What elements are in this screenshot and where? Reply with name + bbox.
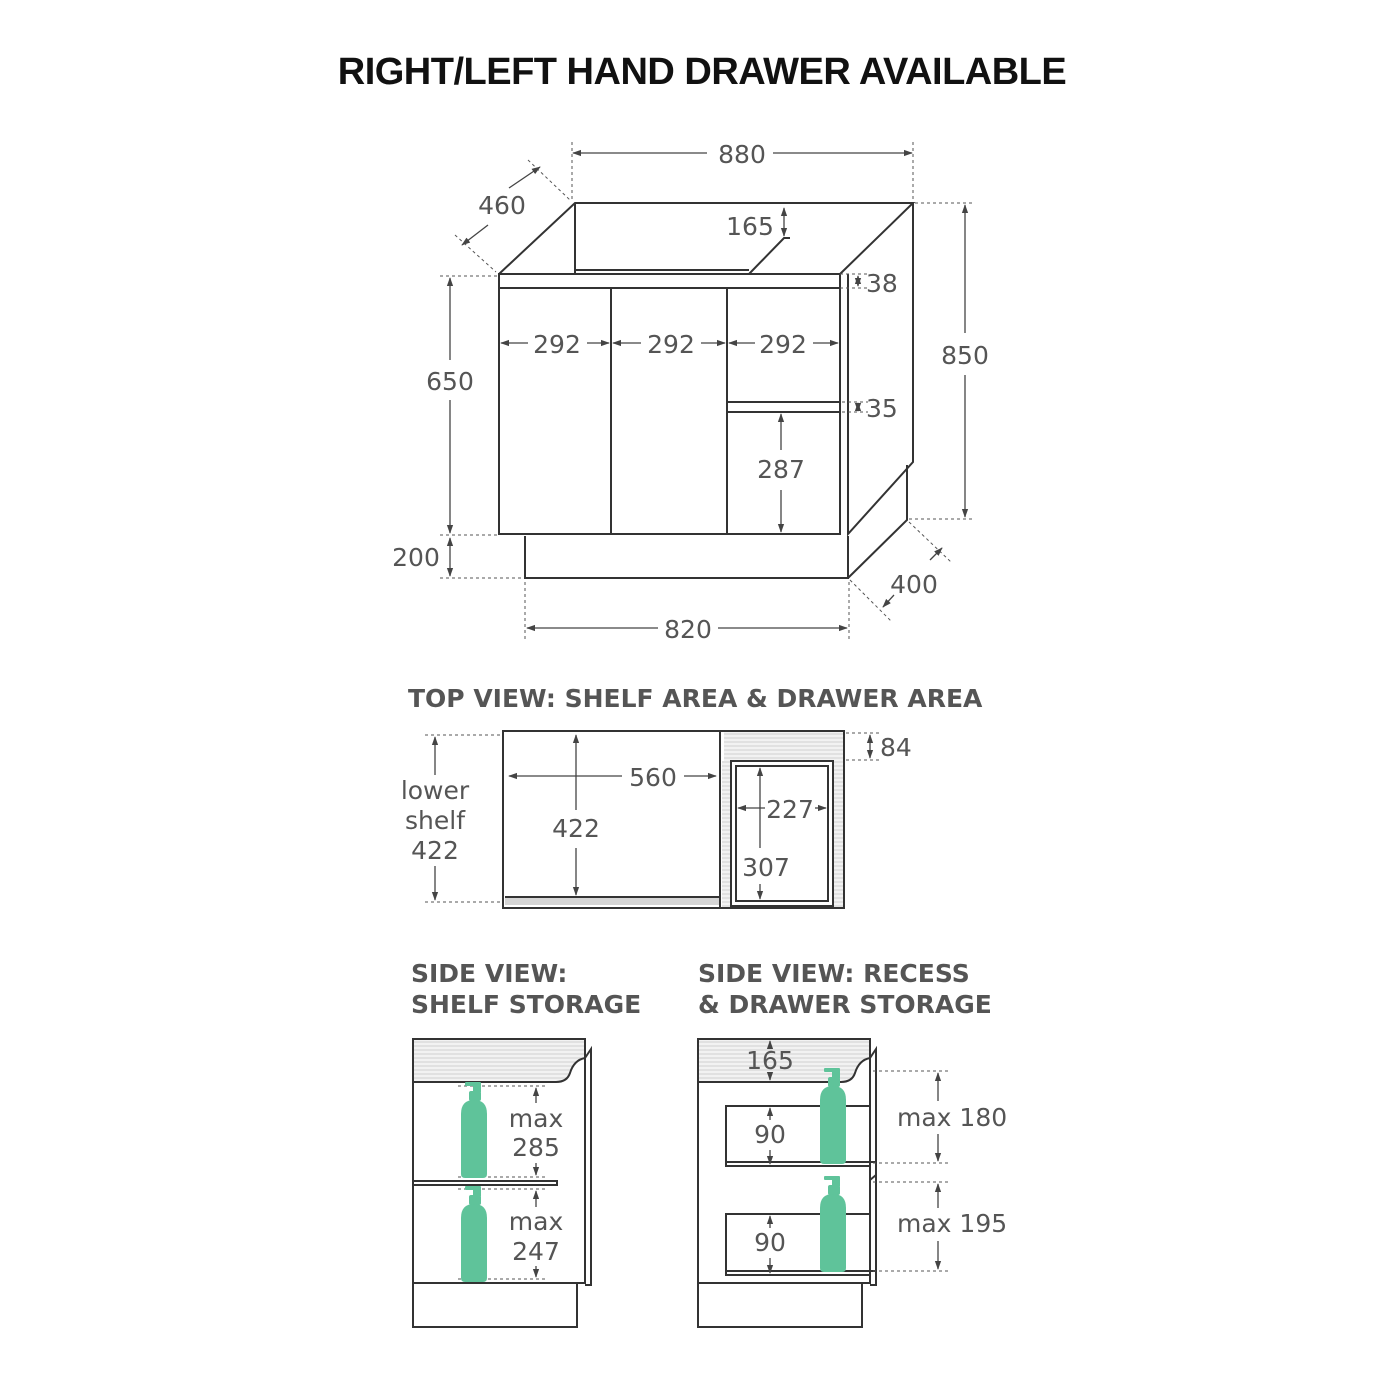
- lower-shelf-max-value: 247: [512, 1237, 560, 1266]
- side-shelf-kick: [413, 1283, 577, 1327]
- cabinet-front: [499, 274, 840, 534]
- upper-drawer-max: max 180: [897, 1103, 1008, 1132]
- dim-recess-84: 84: [880, 733, 912, 762]
- side-view-drawer: [698, 959, 1007, 1327]
- upper-drawer-box: [726, 1106, 870, 1166]
- side-view-shelf: [411, 959, 641, 1327]
- top-view: [401, 684, 983, 908]
- side-shelf-heading-line2: SHELF STORAGE: [411, 990, 642, 1019]
- dim-kick-820: 820: [664, 615, 712, 644]
- lower-shelf-max-label: max: [508, 1207, 564, 1236]
- dim-kick-200: 200: [392, 543, 440, 572]
- dim-shelf-depth-422: 422: [552, 814, 600, 843]
- dim-upper-drawer-90: 90: [754, 1120, 786, 1149]
- lower-drawer-box: [726, 1214, 870, 1275]
- dim-recess-165: 165: [726, 212, 774, 241]
- dim-height-650: 650: [426, 367, 474, 396]
- dim-total-850: 850: [941, 341, 989, 370]
- dim-recess-165-side: 165: [746, 1046, 794, 1075]
- dim-shelf-560: 560: [629, 763, 677, 792]
- lower-shelf-label-line2: shelf: [405, 806, 465, 835]
- cabinet-right-side: [848, 203, 913, 534]
- bottle-icon-upper-shelf: [461, 1082, 487, 1178]
- bottle-icon-lower-shelf: [461, 1186, 487, 1282]
- upper-shelf-max-value: 285: [512, 1133, 560, 1162]
- dim-drawer-287: 287: [757, 455, 805, 484]
- kick-base: [525, 536, 848, 578]
- dim-door-292-2: 292: [647, 330, 695, 359]
- dim-rail-38: 38: [866, 269, 898, 298]
- lower-drawer-max: max 195: [897, 1209, 1008, 1238]
- side-drawer-kick: [698, 1283, 862, 1327]
- dim-width-880: 880: [718, 140, 766, 169]
- side-drawer-heading-line1: SIDE VIEW: RECESS: [698, 959, 970, 988]
- dim-drawer-307: 307: [742, 853, 790, 882]
- main-cabinet-view: [392, 140, 989, 644]
- side-shelf-middle-shelf: [413, 1181, 557, 1185]
- lower-shelf-label-line1: lower: [400, 776, 470, 805]
- page-title: RIGHT/LEFT HAND DRAWER AVAILABLE: [337, 51, 1067, 93]
- side-drawer-heading-line2: & DRAWER STORAGE: [698, 990, 992, 1019]
- dim-lower-drawer-90: 90: [754, 1228, 786, 1257]
- dim-depth-460: 460: [478, 191, 526, 220]
- bottle-icon-lower-drawer: [820, 1176, 846, 1272]
- dim-door-292-1: 292: [533, 330, 581, 359]
- side-shelf-heading-line1: SIDE VIEW:: [411, 959, 568, 988]
- dim-kick-depth-400: 400: [890, 570, 938, 599]
- dim-drawer-227: 227: [766, 795, 814, 824]
- cabinet-top-outline: [499, 203, 913, 274]
- upper-shelf-max-label: max: [508, 1104, 564, 1133]
- lower-shelf-value: 422: [411, 836, 459, 865]
- dim-rail-35: 35: [866, 394, 898, 423]
- top-view-drawer: [731, 761, 833, 906]
- top-view-heading: TOP VIEW: SHELF AREA & DRAWER AREA: [408, 684, 983, 713]
- dim-drawer-292: 292: [759, 330, 807, 359]
